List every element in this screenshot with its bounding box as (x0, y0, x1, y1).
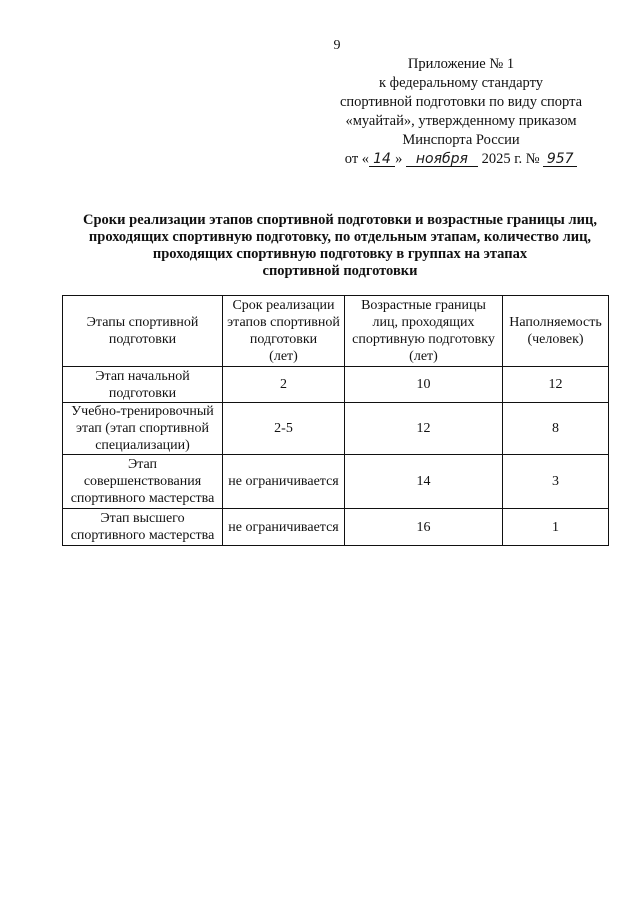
cell-stage: Учебно-тренировочный этап (этап спортивной специализации) (63, 403, 223, 455)
appendix-title: Приложение № 1 (407, 56, 515, 72)
title-line: Сроки реализации этапов спортивной подготовки и возрастные границы лиц, (83, 212, 597, 228)
handwritten-order-number: 957 (543, 152, 577, 167)
appendix-line: спортивной подготовки по виду спорта (339, 94, 583, 110)
cell-duration: не ограничивается (223, 509, 345, 546)
cell-size: 8 (503, 403, 609, 455)
table-row (63, 455, 609, 509)
date-year: 2025 г. № (481, 151, 540, 167)
cell-age: 10 (345, 367, 503, 403)
appendix-line: к федеральному стандарту (379, 75, 543, 91)
document-title (60, 212, 620, 280)
cell-size: 3 (503, 455, 609, 509)
handwritten-day: 14 (369, 152, 395, 167)
cell-size: 12 (503, 367, 609, 403)
cell-duration: не ограничивается (223, 455, 345, 509)
cell-duration: 2 (223, 367, 345, 403)
title-line: проходящих спортивную подготовку в группах на этапах (152, 246, 528, 262)
table-header-row (63, 296, 609, 367)
table-row (63, 509, 609, 546)
page-number: 9 (333, 38, 341, 53)
cell-age: 14 (345, 455, 503, 509)
cell-stage: Этап начальной подготовки (63, 367, 223, 403)
header-group-size: Наполняемость (человек) (503, 296, 609, 367)
header-duration: Срок реализации этапов спортивной подготовки (лет) (223, 296, 345, 367)
date-prefix: от « (344, 151, 370, 167)
cell-stage: Этап совершенствования спортивного мастерства (63, 455, 223, 509)
table-row (63, 367, 609, 403)
appendix-line: «муайтай», утвержденному приказом (345, 113, 577, 129)
date-mid: » (395, 151, 403, 167)
cell-stage: Этап высшего спортивного мастерства (63, 509, 223, 546)
order-date-line (326, 150, 596, 169)
title-line: проходящих спортивную подготовку, по отдельным этапам, количество лиц, (88, 229, 592, 245)
cell-size: 1 (503, 509, 609, 546)
stages-table (62, 295, 609, 546)
appendix-line: Минспорта России (402, 132, 520, 148)
cell-duration: 2-5 (223, 403, 345, 455)
header-age-limits: Возрастные границы лиц, проходящих спортивную подготовку (лет) (345, 296, 503, 367)
handwritten-month: ноября (406, 152, 478, 167)
table-row (63, 403, 609, 455)
cell-age: 16 (345, 509, 503, 546)
appendix-header (326, 55, 596, 169)
cell-age: 12 (345, 403, 503, 455)
header-stage: Этапы спортивной подготовки (63, 296, 223, 367)
title-line: спортивной подготовки (262, 263, 418, 279)
